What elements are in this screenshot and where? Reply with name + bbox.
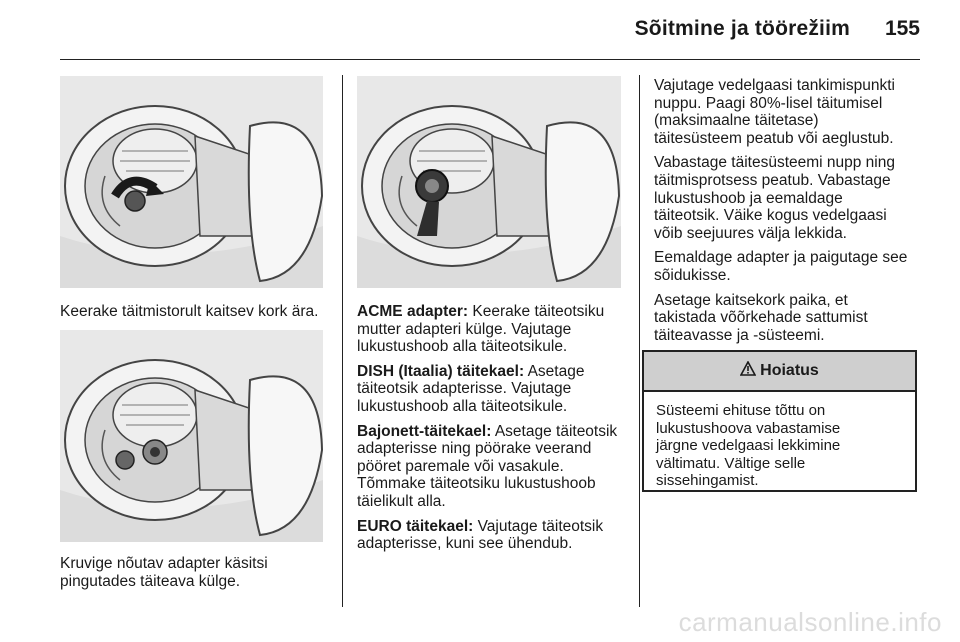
page-number: 155 xyxy=(884,17,920,40)
bajonett-text: Asetage täiteotsik xyxy=(494,422,618,440)
warning-header xyxy=(644,352,915,392)
euro-text: Vajutage täiteotsik xyxy=(477,517,604,535)
text-line: (maksimaalne täitetase) xyxy=(654,112,819,130)
header-rule xyxy=(60,59,920,60)
text-line: lukustushoob ja eemaldage xyxy=(654,189,843,207)
figure-remove-cap xyxy=(60,76,323,288)
fuel-filler-illustration-1 xyxy=(60,76,323,288)
figure-adapter xyxy=(60,330,323,542)
text-line: Vabastage täitesüsteemi nupp ning xyxy=(654,154,895,172)
dish-paragraph xyxy=(357,363,637,416)
text-line: täiteotsik. Väike kogus vedelgaasi xyxy=(654,207,887,225)
dish-label: DISH (Itaalia) täitekael: xyxy=(357,362,525,380)
warning-line: Süsteemi ehituse tõttu on xyxy=(656,402,826,419)
acme-label: ACME adapter: xyxy=(357,303,469,320)
paragraph-2 xyxy=(654,154,934,242)
text-line: täitmisprotsess peatub. Vabastage xyxy=(654,171,891,189)
caption-line: Kruvige nõutav adapter käsitsi xyxy=(60,555,268,572)
warning-line: järgne vedelgaasi lekkimine xyxy=(656,437,841,455)
bajonett-label: Bajonett-täitekael: xyxy=(357,422,492,440)
acme-text: Keerake täiteotsiku xyxy=(472,303,605,320)
paragraph-1 xyxy=(654,77,934,147)
euro-text: adapterisse, kuni see ühendub. xyxy=(357,535,573,553)
euro-label: EURO täitekael: xyxy=(357,517,474,535)
caption-remove-cap xyxy=(60,303,340,321)
warning-triangle-icon xyxy=(740,361,756,381)
text-line: võib seejuures välja lekkida. xyxy=(654,224,847,242)
acme-text: mutter adapteri külge. Vajutage xyxy=(357,320,572,338)
text-line: täiteavasse ja -süsteemi. xyxy=(654,326,825,344)
fuel-filler-illustration-2 xyxy=(60,330,323,542)
caption-line: pingutades täiteava külge. xyxy=(60,572,241,590)
warning-line: vältimatu. Vältige selle xyxy=(656,454,806,472)
caption-adapter xyxy=(60,555,340,590)
bajonett-text: täielikult alla. xyxy=(357,492,446,510)
warning-title: Hoiatus xyxy=(760,362,819,379)
paragraph-4 xyxy=(654,292,934,345)
text-line: Vajutage vedelgaasi tankimispunkti xyxy=(654,77,895,94)
fuel-filler-illustration-3 xyxy=(357,76,621,288)
text-line: Asetage kaitsekork paika, et xyxy=(654,291,848,309)
warning-line: lukustushoova vabastamise xyxy=(656,419,841,437)
text-line: sõidukisse. xyxy=(654,266,731,284)
text-line: Eemaldage adapter ja paigutage see xyxy=(654,249,908,267)
euro-paragraph xyxy=(357,518,637,553)
bajonett-text: Tõmmake täiteotsiku lukustushoob xyxy=(357,475,596,493)
column-divider-left xyxy=(342,75,343,607)
watermark: carmanualsonline.info xyxy=(678,607,942,637)
column-divider-right xyxy=(639,75,640,607)
warning-line: sissehingamist. xyxy=(656,472,759,490)
warning-box xyxy=(642,350,917,492)
dish-text: Asetage xyxy=(527,362,585,380)
text-line: takistada võõrkehade sattumist xyxy=(654,309,868,327)
figure-nozzle xyxy=(357,76,621,288)
adapter-instructions xyxy=(357,303,637,560)
acme-text: lukustushoob alla täiteotsikule. xyxy=(357,338,568,356)
caption-text: Keerake täitmistorult kaitsev kork ära. xyxy=(60,303,319,320)
text-line: täitesüsteem peatub või aeglustub. xyxy=(654,129,894,147)
bajonett-text: pööret paremale või vasakule. xyxy=(357,457,564,475)
acme-paragraph xyxy=(357,303,637,356)
refuel-instructions xyxy=(654,77,934,351)
bajonett-text: adapterisse ning pöörake veerand xyxy=(357,440,592,458)
bajonett-paragraph xyxy=(357,423,637,511)
dish-text: täiteotsik adapterisse. Vajutage xyxy=(357,380,572,398)
warning-text xyxy=(644,392,915,500)
paragraph-3 xyxy=(654,249,934,284)
dish-text: lukustushoob alla täiteotsikule. xyxy=(357,397,568,415)
text-line: nuppu. Paagi 80%-lisel täitumisel xyxy=(654,94,883,112)
page-title: Sõitmine ja töörežiim xyxy=(634,17,850,40)
